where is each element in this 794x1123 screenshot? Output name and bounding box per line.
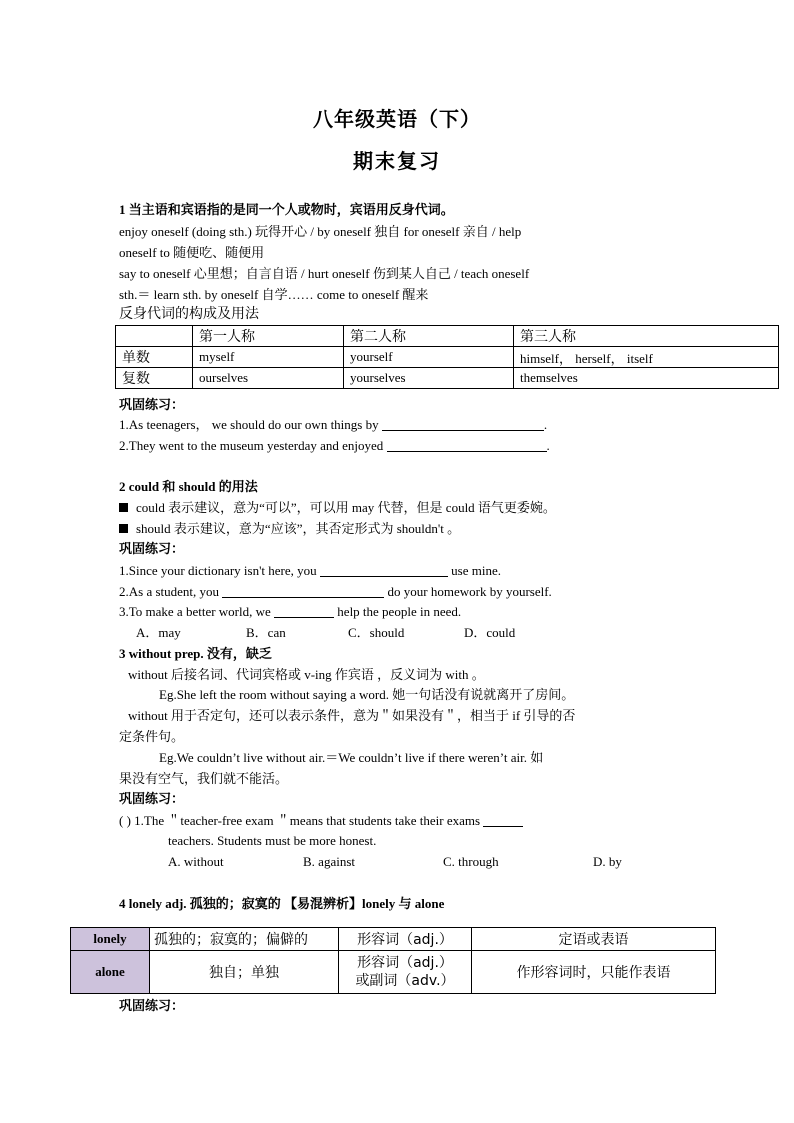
- s2-bullet-1: [119, 499, 556, 517]
- bullet-text: could 表示建议，意为“可以”，可以用 may 代替，但是 could 语气更委婉。: [136, 500, 556, 515]
- question-text: 3.To make a better world, we: [119, 604, 271, 619]
- s1-line-3: say to oneself 心里想；自言自语 / hurt oneself 伤到某人自己 / teach oneself: [119, 266, 530, 281]
- s1-line-2: oneself to 随便吃、随便用: [119, 245, 265, 260]
- s1-question-2: 2.They went to the museum yesterday and enjoyed .: [119, 438, 550, 453]
- s3-line-6: 果没有空气，我们就不能活。: [119, 771, 289, 786]
- table-cell: 独自；单独: [150, 951, 339, 994]
- table-row: [116, 347, 779, 368]
- reflexive-pronoun-table: [115, 325, 779, 389]
- s3-question-1-cont: teachers. Students must be more honest.: [168, 833, 377, 848]
- practice-label: 巩固练习：: [119, 397, 185, 412]
- table-caption: 反身代词的构成及用法: [119, 306, 259, 322]
- table-cell: 形容词（adj.） 或副词（adv.）: [339, 951, 472, 994]
- practice-label: 巩固练习：: [119, 998, 185, 1013]
- table-cell: 单数: [116, 347, 193, 368]
- question-text: ( ) 1.The ＂teacher-free exam ＂means that students take their exams: [119, 813, 481, 828]
- answer-blank[interactable]: [382, 418, 544, 431]
- table-header-cell: 第一人称: [193, 326, 344, 347]
- question-text: 1.As teenagers， we should do our own things by: [119, 417, 379, 432]
- s3-line-1: without 后接名词、代词宾格或 v-ing 作宾语 ，反义词为 with 。: [128, 667, 485, 682]
- s2-question-3: [119, 603, 461, 621]
- question-text: 2.As a student, you: [119, 584, 220, 599]
- table-row: [116, 368, 779, 389]
- table-header-cell: 第二人称: [344, 326, 514, 347]
- s3-example-2: Eg.We couldn’t live without air.＝We couldn’t live if there weren’t air. 如: [159, 750, 544, 765]
- bullet-text: should 表示建议，意为“应该”，其否定形式为 shouldn't 。: [136, 521, 461, 536]
- page-title: 八年级英语（下）: [313, 107, 481, 131]
- option-c[interactable]: C．should: [348, 625, 405, 640]
- s3-line-3: without 用于否定句，还可以表示条件，意为＂如果没有＂，相当于 if 引导的否: [128, 708, 576, 723]
- answer-blank[interactable]: [483, 814, 523, 827]
- question-text: do your homework by yourself.: [387, 584, 552, 599]
- question-text: 2.They went to the museum yesterday and enjoyed: [119, 438, 384, 453]
- page-subtitle: 期末复习: [353, 149, 441, 173]
- s1-line-1: enjoy oneself (doing sth.) 玩得开心 / by oneself 独自 for oneself 亲自 / help: [119, 224, 522, 239]
- table-row: [71, 951, 716, 994]
- table-row: [71, 928, 716, 951]
- question-text: 1.Since your dictionary isn't here, you: [119, 563, 317, 578]
- s1-question-1: 1.As teenagers， we should do our own things by .: [119, 417, 548, 432]
- question-text: use mine.: [451, 563, 501, 578]
- section-3-heading: 3 without prep. 没有，缺乏: [119, 646, 272, 661]
- s2-question-1: [119, 562, 501, 580]
- s3-example-1: Eg.She left the room without saying a word. 她一句话没有说就离开了房间。: [159, 687, 575, 702]
- section-1-heading: 1 当主语和宾语指的是同一个人或物时，宾语用反身代词。: [119, 202, 454, 217]
- table-cell: 定语或表语: [472, 928, 716, 951]
- option-b[interactable]: B．can: [246, 625, 286, 640]
- lonely-alone-table: [70, 927, 716, 994]
- practice-label: 巩固练习：: [119, 791, 185, 806]
- option-d[interactable]: D．could: [464, 625, 516, 640]
- section-2-heading: 2 could 和 should 的用法: [119, 479, 258, 494]
- square-bullet-icon: [119, 524, 128, 533]
- table-cell: himself， herself， itself: [514, 347, 779, 368]
- table-cell-word: lonely: [71, 928, 150, 951]
- s2-question-2: [119, 583, 552, 601]
- table-cell: yourself: [344, 347, 514, 368]
- answer-blank[interactable]: [387, 439, 547, 452]
- table-cell: 形容词（adj.）: [339, 928, 472, 951]
- answer-blank[interactable]: [274, 605, 334, 618]
- table-cell: 作形容词时，只能作表语: [472, 951, 716, 994]
- option-d[interactable]: D. by: [593, 854, 622, 869]
- table-header-cell: [116, 326, 193, 347]
- section-4-heading: 4 lonely adj. 孤独的；寂寞的 【易混辨析】lonely 与 alone: [119, 896, 445, 911]
- table-cell: myself: [193, 347, 344, 368]
- option-b[interactable]: B. against: [303, 854, 355, 869]
- s3-options: [168, 853, 622, 871]
- s1-line-4: sth.＝ learn sth. by oneself 自学…… come to oneself 醒来: [119, 287, 429, 302]
- answer-blank[interactable]: [222, 585, 384, 598]
- option-a[interactable]: A．may: [136, 625, 181, 640]
- table-cell: themselves: [514, 368, 779, 389]
- table-cell: ourselves: [193, 368, 344, 389]
- table-cell: 孤独的；寂寞的；偏僻的: [150, 928, 339, 951]
- table-cell-word: alone: [71, 951, 150, 994]
- s3-question-1: [119, 812, 523, 830]
- option-c[interactable]: C. through: [443, 854, 499, 869]
- table-cell: 复数: [116, 368, 193, 389]
- s3-line-4: 定条件句。: [119, 729, 185, 744]
- square-bullet-icon: [119, 503, 128, 512]
- s2-options: [136, 624, 515, 642]
- practice-label: 巩固练习：: [119, 541, 185, 556]
- s2-bullet-2: [119, 520, 460, 538]
- table-header-cell: 第三人称: [514, 326, 779, 347]
- table-header-row: [116, 326, 779, 347]
- table-cell: yourselves: [344, 368, 514, 389]
- answer-blank[interactable]: [320, 564, 448, 577]
- question-text: help the people in need.: [337, 604, 462, 619]
- option-a[interactable]: A. without: [168, 854, 224, 869]
